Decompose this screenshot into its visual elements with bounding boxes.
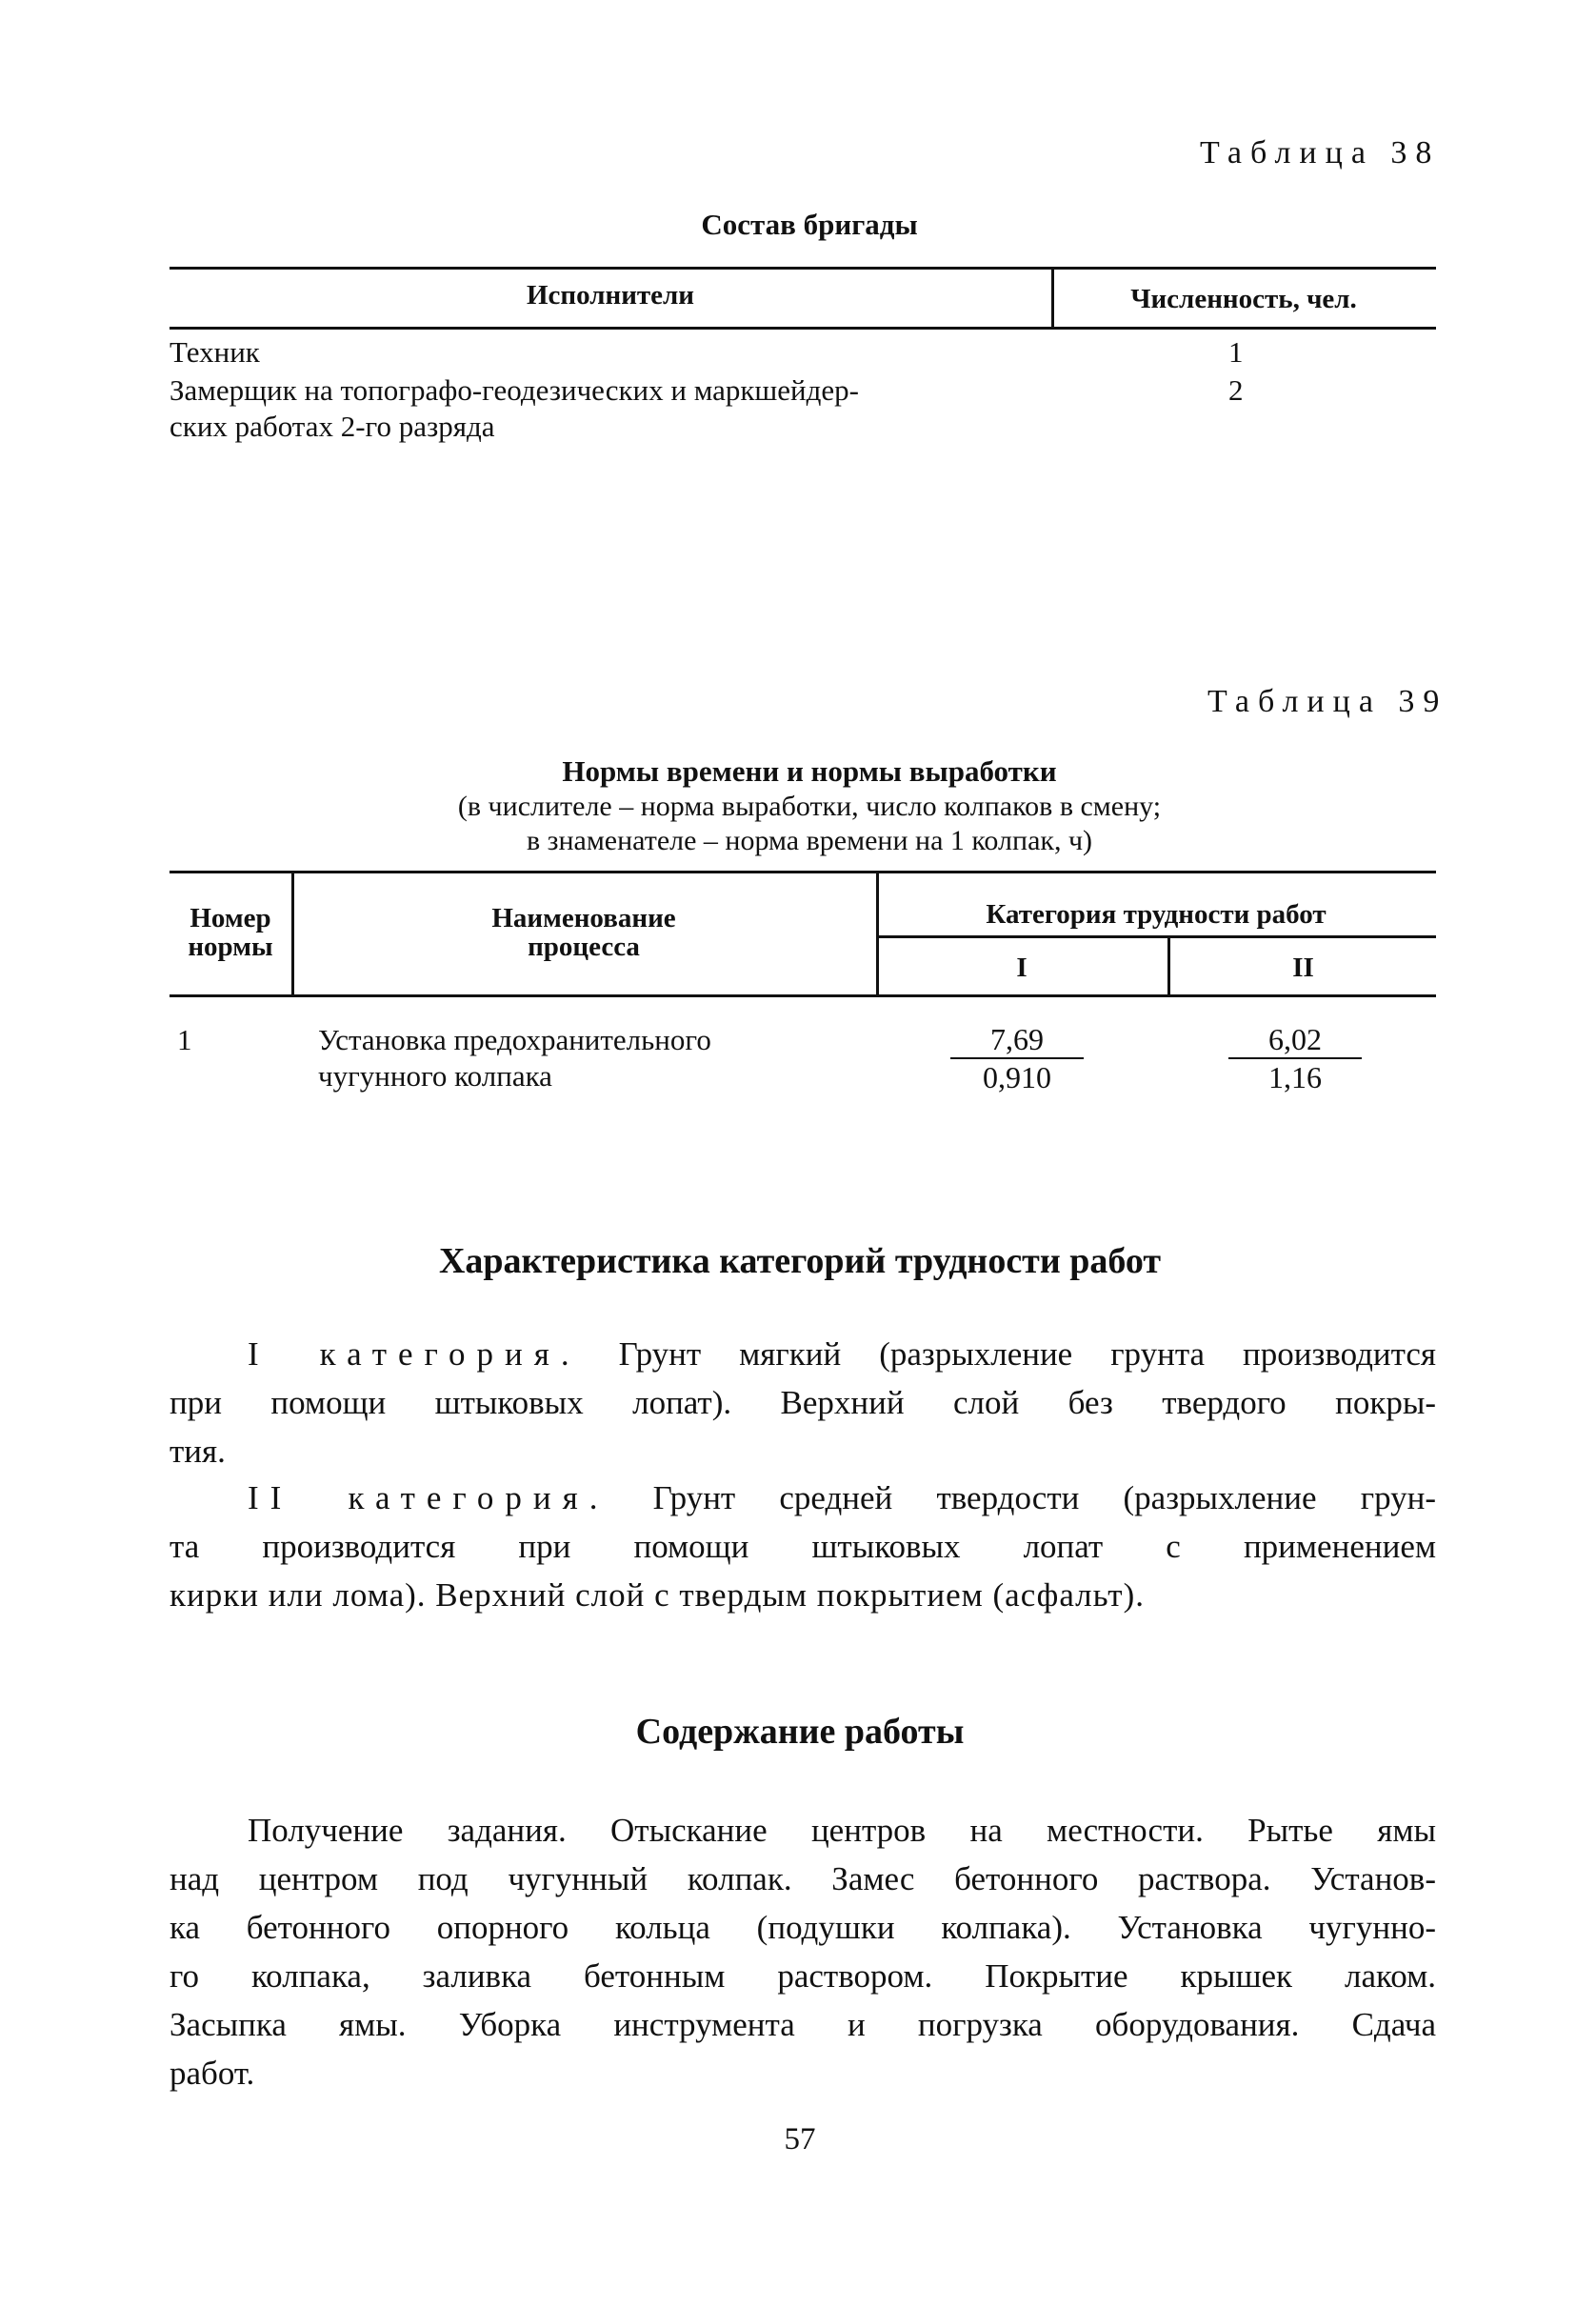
section-1-title: Характеристика категорий трудности работ [438,1241,1162,1281]
cat-2-line-2: та производится при помощи штыковых лопат с применением [170,1528,1436,1565]
content-line-2: над центром под чугунный колпак. Замес бетонного раствора. Установ- [170,1860,1436,1897]
table-39-row-1-cat-1-numerator: 7,69 [950,1021,1084,1059]
table-39-label: Таблица 39 [1207,684,1448,719]
page-number: 57 [784,2122,816,2157]
table-39-row-1-process-line-2: чугунного колпака [318,1059,552,1093]
table-39-row-1-cat-2-denominator: 1,16 [1268,1060,1322,1094]
content-line-5: Засыпка ямы. Уборка инструмента и погрузка оборудования. Сдача [170,2006,1436,2043]
table-39-row-1-cat-2-numerator: 6,02 [1228,1021,1362,1059]
table-39-row-1-number: 1 [177,1023,192,1056]
table-39-category-rule [876,935,1436,938]
table-38-row-2-name-line-2: ских работах 2-го разряда [170,410,495,443]
content-line-6: работ. [170,2055,255,2092]
cat-2-line-3: кирки или лома). Верхний слой с твердым покрытием (асфальт). [170,1576,1145,1614]
table-39-header-cat-1: I [1016,953,1027,983]
section-2-paragraph [170,1806,1436,2097]
table-39-row-1-cat-1-denominator: 0,910 [983,1060,1051,1094]
table-38-label: Таблица 38 [1200,135,1441,171]
table-38-row-1-name: Техник [170,335,260,369]
table-39-row-1-process-line-1: Установка предохранительного [318,1023,711,1056]
table-39-header-process-line-2: процесса [528,932,640,962]
table-39-header-cat-2: II [1292,953,1314,983]
content-line-3: ка бетонного опорного кольца (подушки колпака). Установка чугунно- [170,1909,1436,1946]
content-line-1: Получение задания. Отыскание центров на местности. Рытье ямы [248,1812,1436,1849]
cat-1-line-2: при помощи штыковых лопат). Верхний слой без твердого покры- [170,1384,1436,1421]
cat-1-line-1: Грунт мягкий (разрыхление грунта производится [618,1335,1436,1373]
table-38-row-2-name-line-1: Замерщик на топографо-геодезических и маркшейдер- [170,373,859,407]
table-38-row-2-count: 2 [1228,373,1244,407]
table-39-header-rule [170,994,1436,997]
cat-1-lead: I категория. [248,1335,581,1373]
table-38-top-rule [170,267,1436,270]
table-38-header-performers: Исполнители [526,280,695,311]
table-39-header-category-group: Категория трудности работ [986,899,1327,930]
table-39-header-process-line-1: Наименование [491,903,676,933]
table-39-header-number-line-2: нормы [188,932,273,962]
table-38-caption: Состав бригады [701,208,918,241]
table-39-row-1-cat-1-fraction [950,1021,1084,1095]
table-39-subtitle-line-2: в знаменателе – норма времени на 1 колпак, ч) [526,825,1093,856]
table-38-header-rule [170,327,1436,330]
table-39-top-rule [170,871,1436,873]
section-1-cat-1-paragraph [170,1330,1436,1475]
table-38-header-count: Численность, чел. [1130,284,1357,314]
content-line-4: го колпака, заливка бетонным раствором. Покрытие крышек лаком. [170,1957,1436,1995]
section-2-title: Содержание работы [635,1712,965,1752]
table-39-caption: Нормы времени и нормы выработки [562,754,1057,788]
cat-2-line-1: Грунт средней твердости (разрыхление грун- [652,1479,1436,1516]
table-39-header-number-line-1: Номер [190,903,271,933]
table-39-row-1-cat-2-fraction [1228,1021,1362,1095]
cat-1-line-3: тия. [170,1433,226,1470]
cat-2-lead: II категория. [248,1479,609,1516]
table-38-row-1-count: 1 [1228,335,1244,369]
table-39-subtitle-line-1: (в числителе – норма выработки, число колпаков в смену; [457,791,1162,822]
section-1-cat-2-paragraph [170,1474,1436,1619]
